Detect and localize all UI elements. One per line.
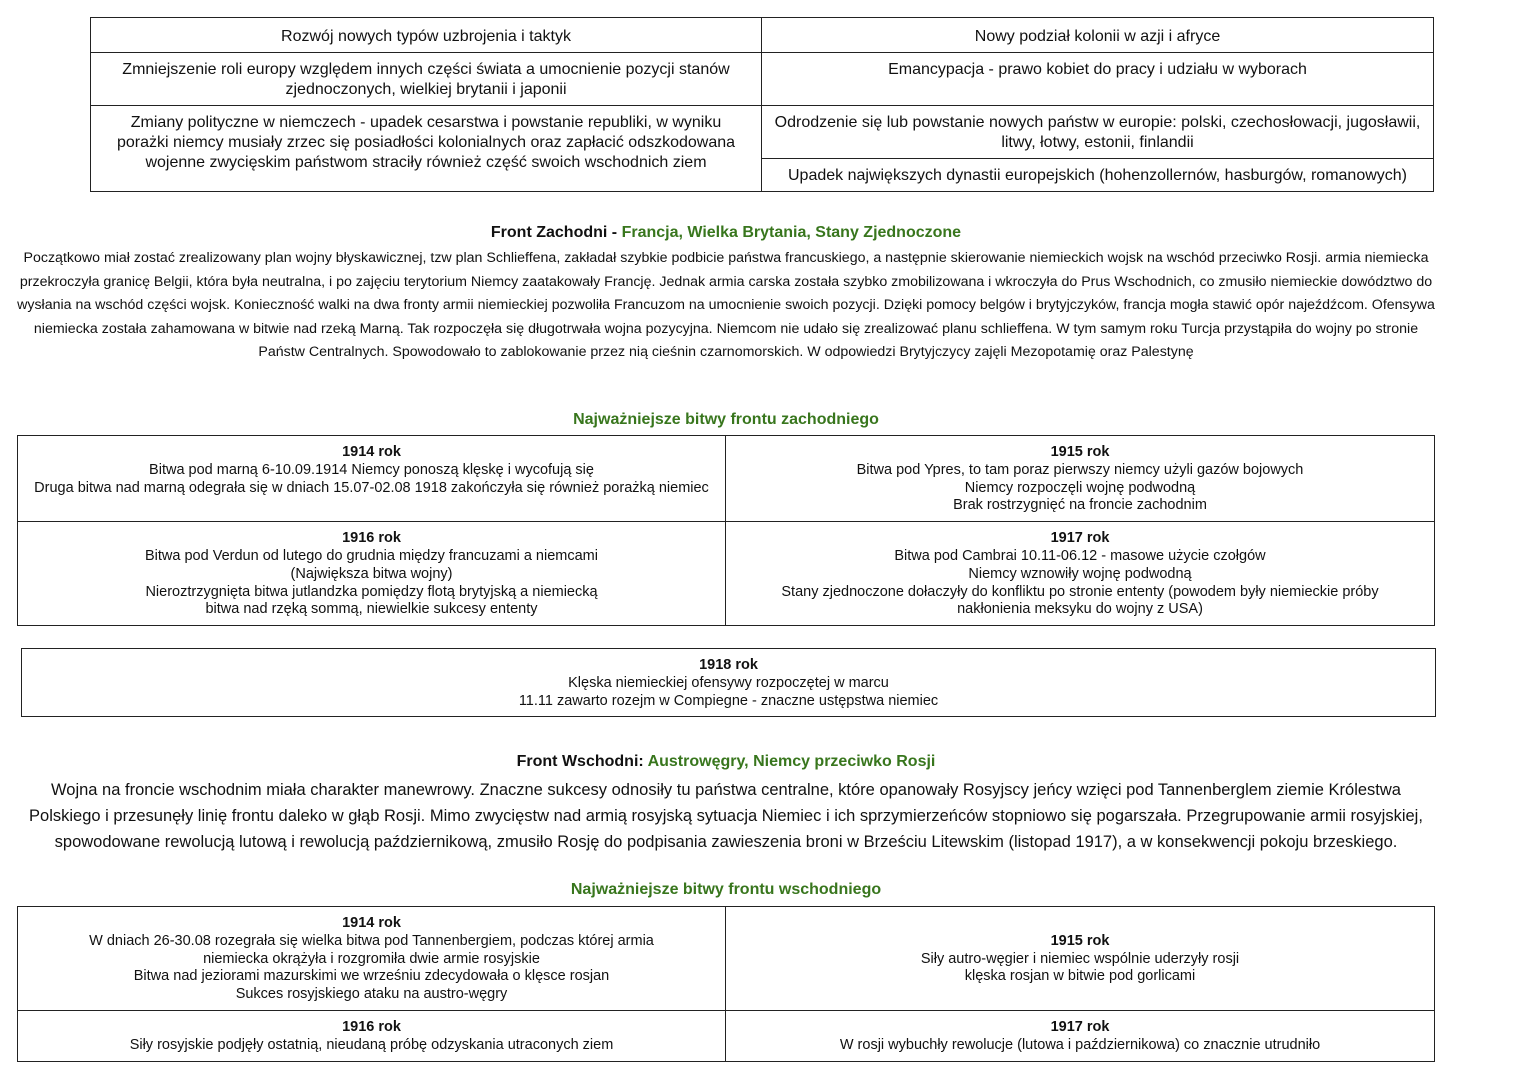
west-battles-heading: Najważniejsze bitwy frontu zachodniego — [573, 411, 879, 428]
battle-year: 1917 rok — [1050, 530, 1110, 547]
battle-year: 1918 rok — [699, 657, 758, 673]
table-cell: Zmniejszenie roli europy względem innych części świata a umocnienie pozycji stanów zjednoczonych, wielkiej brytanii i japonii — [91, 53, 762, 106]
battle-line: 11.11 zawarto rozejm w Compiegne - znaczne ustępstwa niemiec — [518, 692, 939, 709]
battle-line: bitwa nad rzęką sommą, niewielkie sukcesy ententy — [205, 601, 538, 618]
table-row — [22, 649, 1436, 717]
table-row — [18, 907, 1435, 1011]
battle-line: Niemcy rozpoczęli wojnę podwodną — [964, 479, 1196, 496]
battle-line: Niemcy wznowiły wojnę podwodną — [968, 565, 1192, 582]
battle-line: Bitwa pod Verdun od lutego do grudnia między francuzami a niemcami — [145, 547, 598, 564]
battle-line: (Największa bitwa wojny) — [290, 565, 453, 582]
battle-line: Bitwa pod marną 6-10.09.1914 Niemcy ponoszą klęskę i wycofują się — [149, 461, 594, 478]
battle-year: 1917 rok — [1050, 1018, 1110, 1035]
battle-cell — [18, 1010, 726, 1061]
battle-line: Bitwa pod Cambrai 10.11-06.12 - masowe użycie czołgów — [894, 547, 1266, 564]
battle-year: 1916 rok — [342, 530, 401, 547]
table-row — [91, 18, 1434, 53]
table-cell: Odrodzenie się lub powstanie nowych państw w europie: polski, czechosłowacji, jugosławii, litwy, łotwy, estonii, finlandii — [762, 106, 1434, 159]
battle-line: W dniach 26-30.08 rozegrała się wielka bitwa pod Tannenbergiem, podczas której armia niemiecka okrążyła i rozgromiła dwie armie rosyjskie — [89, 932, 654, 967]
heading-sides: Francja, Wielka Brytania, Stany Zjednoczone — [621, 224, 962, 241]
table-cell: Emancypacja - prawo kobiet do pracy i udziału w wyborach — [762, 53, 1434, 106]
battle-line: Sukces rosyjskiego ataku na austro-węgry — [235, 986, 508, 1003]
battle-year: 1914 rok — [342, 915, 401, 931]
battle-year: 1915 rok — [1050, 932, 1110, 949]
heading-sides: Austrowęgry, Niemcy przeciwko Rosji — [647, 753, 936, 770]
battle-line: Klęska niemieckiej ofensywy rozpoczętej w marcu — [568, 674, 889, 691]
battle-line: Brak rostrzygnięć na froncie zachodnim — [953, 497, 1207, 514]
table-row — [18, 1010, 1435, 1061]
table-cell: Nowy podział kolonii w azji i afryce — [762, 18, 1434, 53]
battle-line: Stany zjednoczone dołaczyły do konfliktu po stronie ententy (powodem były niemieckie próby nakłonienia meksyku do wojny z USA) — [781, 583, 1379, 618]
west-battles-table — [17, 435, 1435, 626]
battle-line: Bitwa pod Ypres, to tam poraz pierwszy niemcy użyli gazów bojowych — [856, 461, 1304, 478]
battle-cell — [18, 522, 726, 626]
table-row — [18, 436, 1435, 522]
heading-label: Front Wschodni: — [516, 753, 648, 770]
battle-line: Siły autro-węgier i niemiec wspólnie uderzyły rosji — [920, 950, 1240, 967]
battle-cell — [726, 522, 1435, 626]
east-front-heading — [0, 753, 1452, 771]
table-row — [91, 106, 1434, 159]
east-battles-table — [17, 906, 1435, 1062]
battle-cell — [726, 1010, 1435, 1061]
battle-1918-table — [21, 648, 1436, 717]
battle-line: Siły rosyjskie podjęły ostatnią, nieudaną próbę odzyskania utraconych ziem — [129, 1036, 614, 1053]
table-cell: Upadek największych dynastii europejskich (hohenzollernów, hasburgów, romanowych) — [762, 159, 1434, 192]
battle-cell — [22, 649, 1436, 717]
battle-line: W rosji wybuchły rewolucje (lutowa i październikowa) co znacznie utrudniło — [839, 1036, 1321, 1053]
battle-cell — [18, 436, 726, 522]
table-row — [91, 53, 1434, 106]
battle-line: Nieroztrzygnięta bitwa jutlandzka pomiędzy flotą brytyjską a niemiecką — [145, 583, 598, 600]
table-cell: Zmiany polityczne w niemczech - upadek cesarstwa i powstanie republiki, w wyniku porażki niemcy musiały zrzec się posiadłości kolonialnych oraz zapłacić odszkodowana wojenne zwycięskim państwom straciły również część swoich wschodnich ziem — [91, 106, 762, 192]
east-battles-heading: Najważniejsze bitwy frontu wschodniego — [570, 881, 882, 898]
battle-year: 1914 rok — [342, 444, 401, 460]
west-front-text: Początkowo miał zostać zrealizowany plan wojny błyskawicznej, tzw plan Schlieffena, zakładał szybkie podbicie państwa francuskiego, a następnie skierowanie niemieckich wojsk na wschód przeciwko Rosji. armia niemiecka przekroczyła granicę Belgii, która była neutralna, i po zajęciu terytorium Niemcy zaatakowały Francję. Jednak armia carska została szybko zmobilizowana i wkroczyła do Prus Wschodnich, co zmusiło niemieckie dowództwo do wysłania na wschód części wojsk. Konieczność walki na dwa fronty armii niemieckiej pozwoliła Francuzom na umocnienie swoich pozycji. Dzięki pomocy belgów i brytyjczyków, francja mogła stawić opór najeźdźcom. Ofensywa niemiecka została zahamowana w bitwie nad rzeką Marną. Tak rozpoczęła się długotrwała wojna pozycyjna. Niemcom nie udało się zrealizować planu schlieffena. W tym samym roku Turcja przystąpiła do wojny po stronie Państw Centralnych. Spowodowało to zablokowanie przez nią cieśnin czarnomorskich. W odpowiedzi Brytyjczycy zajęli Mezopotamię oraz Palestynę — [17, 250, 1435, 361]
east-front-text: Wojna na froncie wschodnim miała charakter manewrowy. Znaczne sukcesy odnosiły tu państwa centralne, które opanowały Rosyjscy jeńcy wzięci pod Tannenberglem ziemie Królestwa Polskiego i przesunęły linię frontu daleko w głąb Rosji. Mimo zwycięstw nad armią rosyjską sytuacja Niemiec i ich sprzymierzeńców stopniowo się pogarszała. Przegrupowanie armii rosyjskiej, spowodowane rewolucją lutową i rewolucją październikową, zmusiło Rosję do podpisania zawieszenia broni w Brześciu Litewskim (listopad 1917), a w konsekwencji pokoju brzeskiego. — [29, 781, 1423, 851]
battle-year: 1916 rok — [342, 1018, 401, 1035]
battle-cell — [726, 907, 1435, 1011]
battle-line: Bitwa nad jeziorami mazurskimi we wrześniu zdecydowała o klęsce rosjan — [133, 968, 610, 985]
table-row — [18, 522, 1435, 626]
table-cell: Rozwój nowych typów uzbrojenia i taktyk — [91, 18, 762, 53]
heading-label: Front Zachodni - — [490, 224, 622, 241]
consequences-table — [90, 17, 1434, 192]
battle-line: klęska rosjan w bitwie pod gorlicami — [964, 968, 1196, 985]
battle-cell — [726, 436, 1435, 522]
battle-line: Druga bitwa nad marną odegrała się w dniach 15.07-02.08 1918 zakończyła się również porażką niemiec — [34, 479, 709, 496]
battle-cell — [18, 907, 726, 1011]
battle-year: 1915 rok — [1050, 444, 1110, 460]
west-front-heading — [0, 224, 1452, 242]
